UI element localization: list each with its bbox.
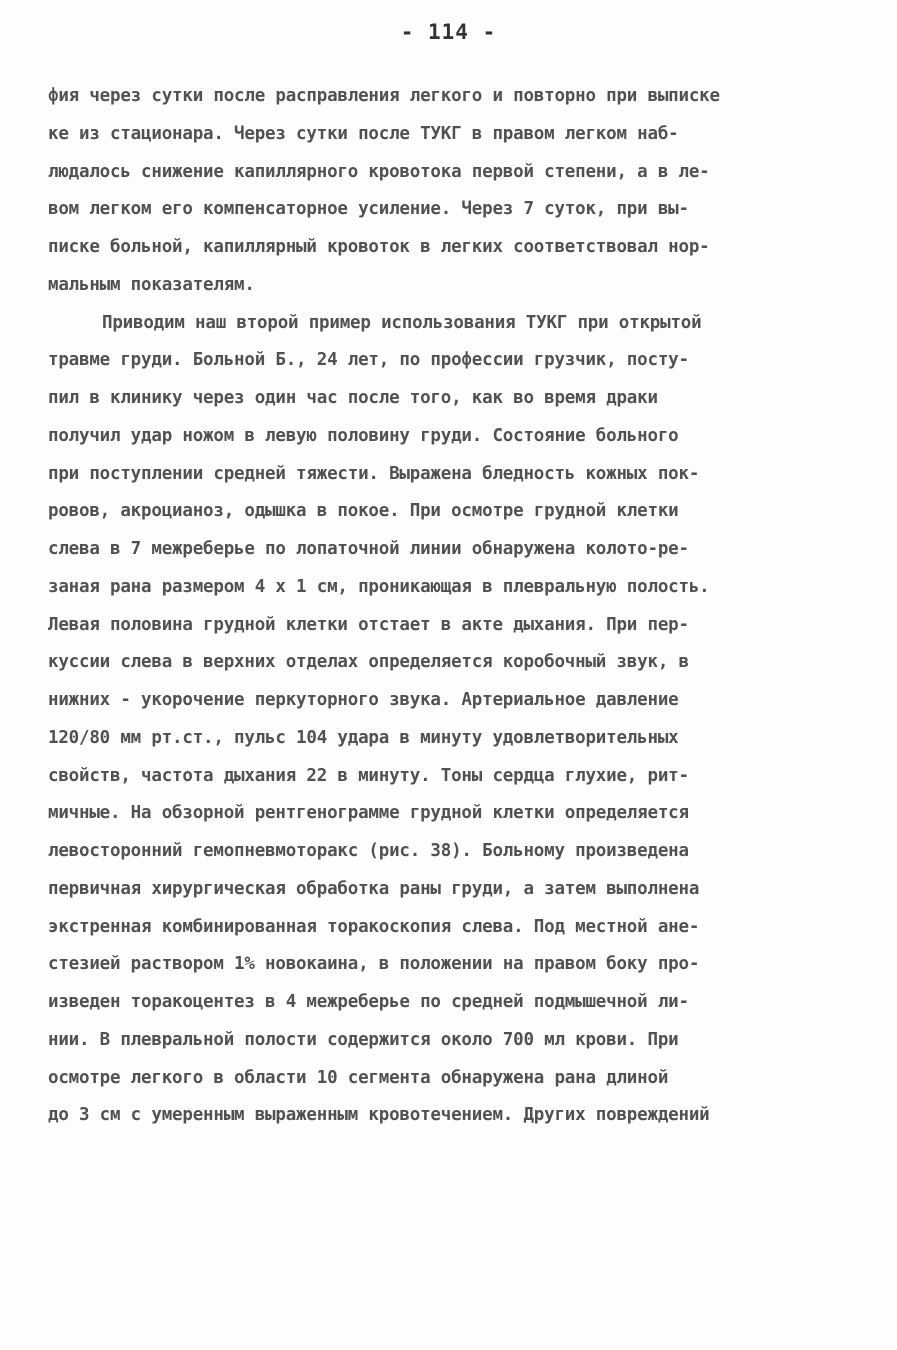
text-line: при поступлении средней тяжести. Выражена бледность кожных пок- xyxy=(48,463,700,484)
text-body xyxy=(48,78,856,1135)
text-line: заная рана размером 4 х 1 см, проникающая в плевральную полость. xyxy=(48,576,710,597)
text-line: Левая половина грудной клетки отстает в акте дыхания. При пер- xyxy=(48,614,689,635)
text-line: куссии слева в верхних отделах определяется коробочный звук, в xyxy=(48,652,689,673)
text-line: первичная хирургическая обработка раны груди, а затем выполнена xyxy=(48,878,700,899)
text-line: пил в клинику через один час после того, как во время драки xyxy=(48,388,658,408)
text-line: вом легком его компенсаторное усиление. Через 7 суток, при вы- xyxy=(48,199,689,220)
paragraph-start-line: Приводим наш второй пример использования ТУКГ при открытой xyxy=(102,312,702,333)
text-line: ровов, акроцианоз, одышка в покое. При осмотре грудной клетки xyxy=(48,501,679,522)
text-line: осмотре легкого в области 10 сегмента обнаружена рана длиной xyxy=(48,1067,669,1088)
text-line: людалось снижение капиллярного кровотока первой степени, а в ле- xyxy=(48,161,710,182)
text-line: получил удар ножом в левую половину груди. Состояние больного xyxy=(48,425,679,446)
text-line: слева в 7 межреберье по лопаточной линии обнаружена колото-ре- xyxy=(48,539,689,559)
text-line: нижних - укорочение перкуторного звука. Артериальное давление xyxy=(48,690,679,710)
text-line: стезией раствором 1% новокаина, в положении на правом боку про- xyxy=(48,954,700,975)
text-line: писке больной, капиллярный кровоток в легких соответствовал нор- xyxy=(48,237,710,257)
text-line: нии. В плевральной полости содержится около 700 мл крови. При xyxy=(48,1029,679,1050)
text-line: левосторонний гемопневмоторакс (рис. 38). Больному произведена xyxy=(48,841,689,861)
text-line: изведен торакоцентез в 4 межреберье по средней подмышечной ли- xyxy=(48,992,689,1012)
text-line: мальным показателям. xyxy=(48,274,255,295)
text-line: фия через сутки после расправления легкого и повторно при выписке xyxy=(48,86,720,106)
text-line: мичные. На обзорной рентгенограмме грудной клетки определяется xyxy=(48,803,689,824)
text-line: экстренная комбинированная торакоскопия слева. Под местной ане- xyxy=(48,916,700,937)
text-line: травме груди. Больной Б., 24 лет, по профессии грузчик, посту- xyxy=(48,350,689,371)
text-line: до 3 см с умеренным выраженным кровотечением. Других повреждений xyxy=(48,1105,710,1126)
page-number: - 114 - xyxy=(400,20,497,44)
text-line: ке из стационара. Через сутки после ТУКГ в правом легком наб- xyxy=(48,123,679,144)
text-line: свойств, частота дыхания 22 в минуту. Тоны сердца глухие, рит- xyxy=(48,765,689,786)
text-line: 120/80 мм рт.ст., пульс 104 удара в минуту удовлетворительных xyxy=(48,727,679,748)
